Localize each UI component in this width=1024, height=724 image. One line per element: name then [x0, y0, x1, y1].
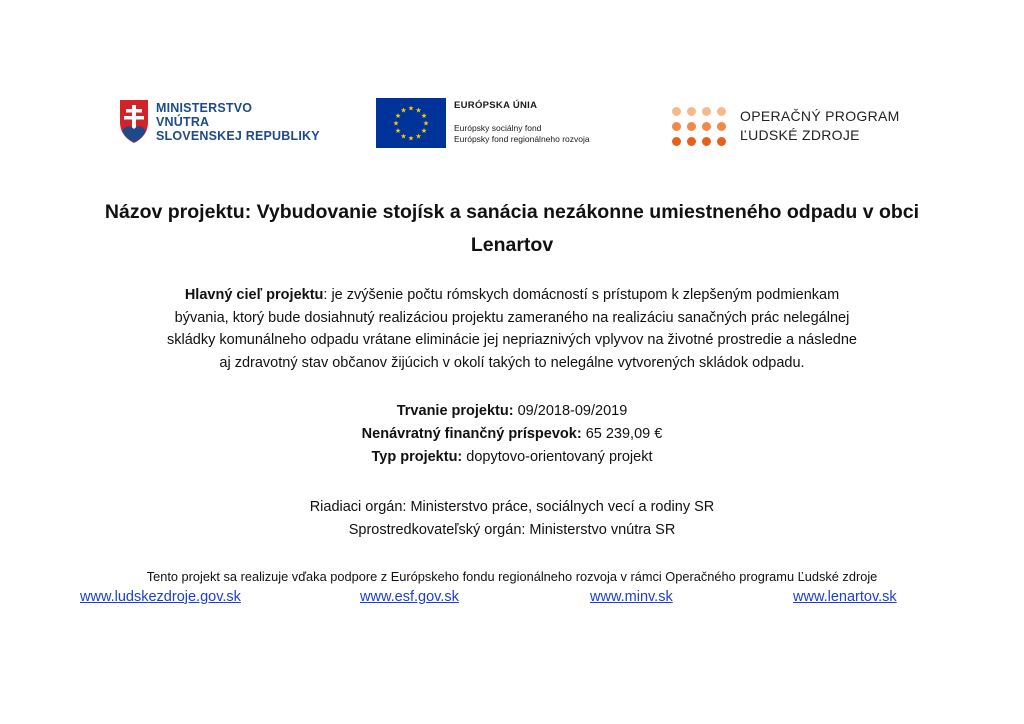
logo-row [0, 96, 1024, 152]
eu-star-icon: ★ [400, 107, 407, 115]
link-ludskezdroje[interactable]: www.ludskezdroje.gov.sk [80, 589, 241, 605]
eu-star-icon: ★ [415, 133, 422, 141]
ministry-logo [118, 98, 320, 150]
eu-funds: Európsky sociálny fond Európsky fond regionálneho rozvoja [454, 123, 590, 144]
eu-star-icon: ★ [394, 128, 402, 135]
eu-star-icon: ★ [420, 128, 428, 135]
link-minv[interactable]: www.minv.sk [590, 589, 673, 605]
eu-star-icon: ★ [400, 133, 407, 141]
project-info [0, 400, 1024, 469]
op-name: OPERAČNÝ PROGRAM ĽUDSKÉ ZDROJE [740, 108, 900, 143]
type-row: Typ projektu: dopytovo-orientovaný projekt [371, 449, 653, 465]
managing-organ: Riadiaci orgán: Ministerstvo práce, sociálnych vecí a rodiny SR [309, 499, 715, 515]
eu-flag-icon [376, 98, 446, 148]
op-dot-icon [717, 107, 726, 116]
link-esf[interactable]: www.esf.gov.sk [360, 589, 459, 605]
support-statement: Tento projekt sa realizuje vďaka podpore z Európskeho fondu regionálneho rozvoja v rámci Operačného programu Ľudské zdroje [146, 569, 878, 584]
eu-star-icon: ★ [407, 135, 415, 143]
eu-star-icon: ★ [420, 113, 428, 120]
grant-row: Nenávratný finančný príspevok: 65 239,09 € [361, 426, 663, 442]
op-dot-icon [687, 137, 696, 146]
project-title: Názov projektu: Vybudovanie stojísk a sanácia nezákonne umiestneného odpadu v obci Lenartov [104, 201, 920, 256]
op-dot-icon [717, 137, 726, 146]
eu-logo [376, 98, 590, 150]
duration-row: Trvanie projektu: 09/2018-09/2019 [396, 403, 628, 419]
eu-text [454, 98, 590, 150]
eu-star-icon: ★ [392, 120, 400, 128]
op-dot-icon [687, 107, 696, 116]
op-dot-icon [672, 137, 681, 146]
op-dot-icon [702, 122, 711, 131]
op-dot-icon [672, 122, 681, 131]
project-goal: Hlavný cieľ projektu: je zvýšenie počtu rómskych domácností s prístupom k zlepšeným podmienkam bývania, ktorý bude dosiahnutý realizáciou projektu zameraného na realizáciu sanačných prác nelegálnej skládky komunálneho odpadu vrátane eliminácie jej nepriaznivých vplyvov na životné prostredie a následne aj zdravotný stav občanov žijúcich v okolí takých to nelegálne vytvorených skládok odpadu. [167, 287, 857, 371]
op-dot-icon [672, 107, 681, 116]
link-lenartov[interactable]: www.lenartov.sk [793, 589, 897, 605]
eu-star-icon: ★ [407, 105, 415, 113]
intermediate-organ: Sprostredkovateľský orgán: Ministerstvo vnútra SR [348, 522, 676, 538]
eu-star-icon: ★ [394, 113, 402, 120]
ministry-name: MINISTERSTVO VNÚTRA SLOVENSKEJ REPUBLIKY [156, 101, 320, 143]
goal-label: Hlavný cieľ projektu [184, 287, 324, 303]
op-logo [672, 100, 900, 152]
op-dot-icon [717, 122, 726, 131]
eu-star-icon: ★ [415, 107, 422, 115]
eu-star-icon: ★ [422, 120, 430, 128]
project-organs [0, 496, 1024, 542]
op-dot-icon [702, 107, 711, 116]
eu-heading: EURÓPSKA ÚNIA [454, 100, 538, 111]
links-row [0, 589, 1024, 613]
op-dot-icon [702, 137, 711, 146]
op-dot-icon [687, 122, 696, 131]
op-dots-icon [672, 107, 726, 146]
slovak-coat-of-arms-icon [118, 98, 150, 144]
